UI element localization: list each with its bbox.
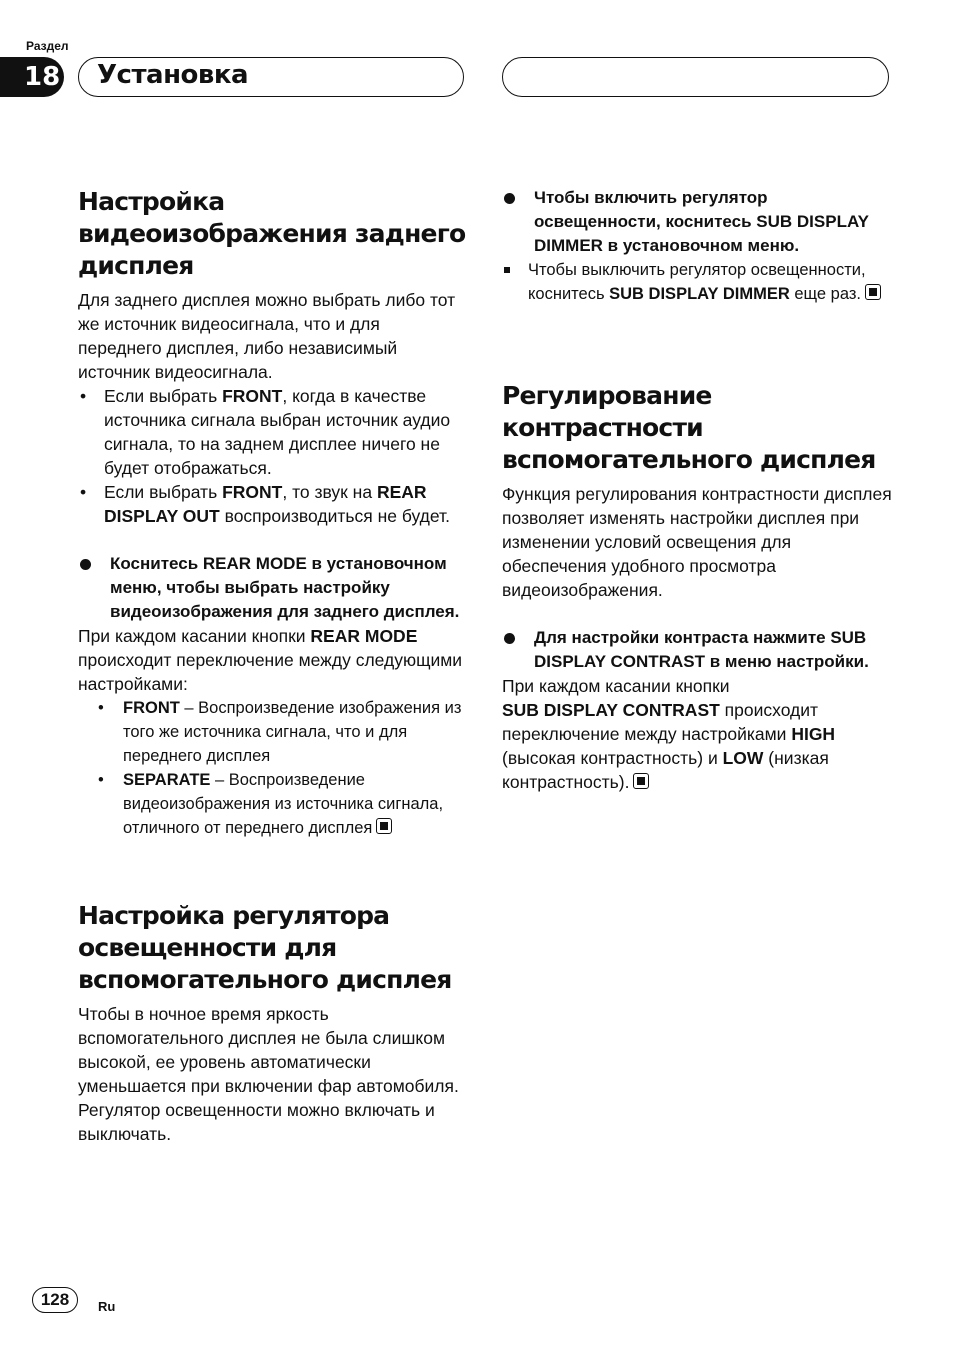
list-item — [78, 768, 468, 840]
contrast-description — [502, 674, 892, 794]
step-rear-mode — [78, 552, 468, 624]
step-text: Для настройки контраста нажмите SUB DISPLAY CONTRAST в меню настройки. — [534, 628, 869, 671]
right-column — [502, 186, 892, 794]
rear-video-intro: Для заднего дисплея можно выбрать либо тот же источник видеосигнала, что и для переднего дисплея, либо независимый источник видеосигнала. — [78, 290, 456, 382]
text: При каждом касании кнопки — [78, 626, 311, 646]
step-bullet-icon — [80, 559, 91, 570]
step-text: Коснитесь REAR MODE в установочном меню, чтобы выбрать настройку видеоизображения для заднего дисплея. — [110, 554, 460, 621]
text: происходит переключение между настройками — [502, 700, 819, 744]
list-item — [78, 480, 468, 528]
left-column — [78, 186, 468, 1146]
text: Чтобы выключить регулятор освещенности, коснитесь — [528, 261, 866, 303]
section-number-badge — [0, 57, 64, 97]
language-code: Ru — [98, 1299, 116, 1314]
dimmer-intro: Чтобы в ночное время яркость вспомогательного дисплея не была слишком высокой, ее уровень автоматически уменьшается при включении фар автомобиля. Регулятор освещенности можно включать и выключать. — [78, 1004, 459, 1144]
list-item — [78, 384, 468, 480]
text: происходит переключение между следующими настройками: — [78, 650, 463, 694]
text: Если выбрать — [104, 386, 223, 406]
text: При каждом касании кнопки — [502, 676, 730, 696]
keyword: FRONT — [222, 386, 283, 406]
rear-video-bullets — [78, 384, 468, 528]
chapter-title-tab — [78, 57, 464, 97]
text: – Воспроизведение видеоизображения из источника сигнала, отличного от переднего дисплея — [123, 771, 444, 837]
note-square-icon — [504, 267, 510, 273]
text: – Воспроизведение изображения из того же источника сигнала, что и для переднего дисплея — [123, 699, 462, 765]
step-bullet-icon — [504, 633, 515, 644]
step-text: Чтобы включить регулятор освещенности, коснитесь SUB DISPLAY DIMMER в установочном меню. — [534, 188, 869, 255]
list-item — [78, 696, 468, 768]
keyword: SUB DISPLAY DIMMER — [609, 285, 790, 303]
text: (низкая контрастность). — [502, 748, 829, 792]
bullet-icon: • — [80, 482, 87, 502]
bullet-icon: • — [98, 699, 104, 717]
end-mark-icon — [865, 284, 881, 300]
keyword: HIGH — [791, 724, 836, 744]
section-label: Раздел — [26, 39, 69, 53]
section-heading-rear-video: Настройка видеоизображения заднего дисплея — [78, 187, 466, 280]
section-heading-dimmer: Настройка регулятора освещенности для вспомогательного дисплея — [78, 901, 452, 994]
end-mark-icon — [376, 818, 392, 834]
text: , то звук на — [282, 482, 377, 502]
page-number — [32, 1287, 78, 1313]
keyword: FRONT — [222, 482, 283, 502]
keyword: FRONT — [123, 699, 180, 717]
rear-mode-options — [78, 696, 468, 840]
section-number: 18 — [24, 62, 61, 92]
section-heading-contrast: Регулирование контрастности вспомогательного дисплея — [502, 381, 876, 474]
keyword: SUB DISPLAY CONTRAST — [502, 700, 720, 720]
keyword: LOW — [722, 748, 764, 768]
dimmer-off-note — [502, 258, 892, 306]
text: еще раз. — [789, 285, 861, 303]
keyword: SEPARATE — [123, 771, 211, 789]
keyword: REAR DISPLAY OUT — [104, 482, 427, 526]
contrast-intro: Функция регулирования контрастности дисплея позволяет изменять настройки дисплея при изменении условий освещения для обеспечения удобного просмотра видеоизображения. — [502, 484, 892, 600]
text: воспроизводиться не будет. — [219, 506, 450, 526]
end-mark-icon — [633, 773, 649, 789]
keyword: REAR MODE — [310, 626, 418, 646]
chapter-title: Установка — [97, 60, 249, 90]
text: (высокая контрастность) и — [502, 748, 723, 768]
step-bullet-icon — [504, 193, 515, 204]
chapter-title-tab-empty — [502, 57, 889, 97]
page-number-text: 128 — [40, 1290, 70, 1309]
step-contrast — [502, 626, 892, 674]
bullet-icon: • — [98, 771, 104, 789]
step-dimmer-on — [502, 186, 892, 258]
rear-mode-description — [78, 624, 468, 696]
text: Если выбрать — [104, 482, 223, 502]
bullet-icon: • — [80, 386, 87, 406]
text: , когда в качестве источника сигнала выбран источник аудио сигнала, то на заднем дисплее ничего не будет отображаться. — [104, 386, 451, 478]
